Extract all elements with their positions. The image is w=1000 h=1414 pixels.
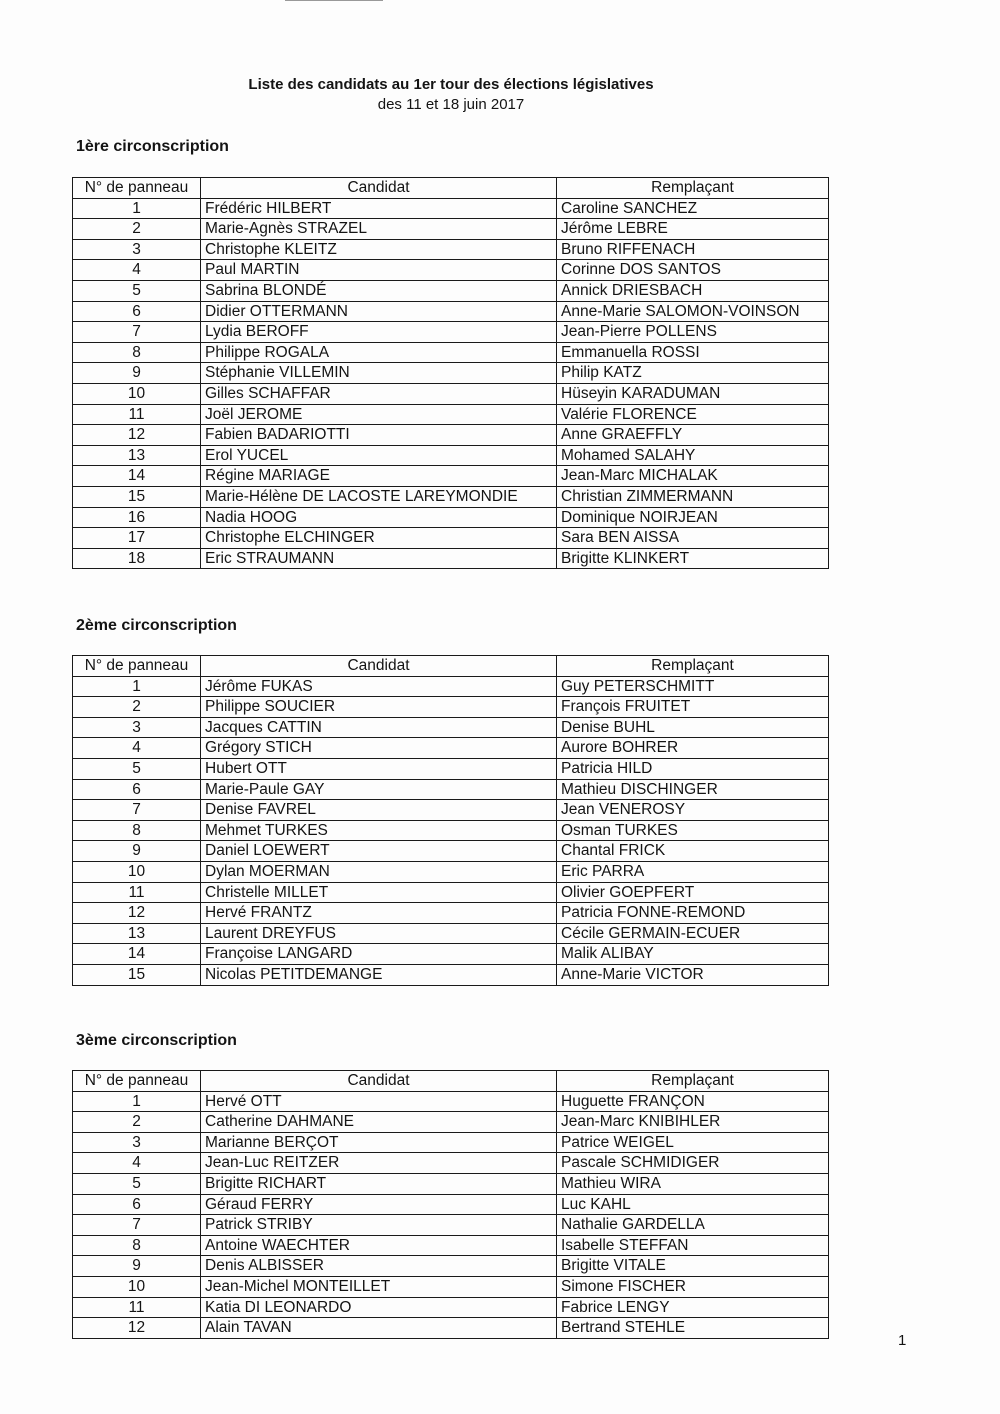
panel-number-cell: 1 (73, 198, 201, 219)
panel-number-cell: 12 (73, 425, 201, 446)
replacement-cell: Hüseyin KARADUMAN (557, 383, 829, 404)
replacement-cell: Corinne DOS SANTOS (557, 260, 829, 281)
replacement-cell: Denise BUHL (557, 717, 829, 738)
panel-number-cell: 3 (73, 1132, 201, 1153)
table-row (73, 882, 829, 903)
replacement-cell: Patricia HILD (557, 758, 829, 779)
candidate-cell: Françoise LANGARD (201, 944, 557, 965)
candidate-cell: Marie-Hélène DE LACOSTE LAREYMONDIE (201, 486, 557, 507)
panel-number-cell: 4 (73, 738, 201, 759)
panel-number-cell: 17 (73, 528, 201, 549)
panel-number-cell: 2 (73, 697, 201, 718)
candidate-cell: Géraud FERRY (201, 1194, 557, 1215)
replacement-cell: Chantal FRICK (557, 841, 829, 862)
replacement-cell: Jean-Marc KNIBIHLER (557, 1112, 829, 1133)
candidate-cell: Laurent DREYFUS (201, 923, 557, 944)
table-row (73, 1194, 829, 1215)
table-row (73, 342, 829, 363)
candidate-cell: Gilles SCHAFFAR (201, 383, 557, 404)
panel-number-cell: 9 (73, 841, 201, 862)
table-row (73, 964, 829, 985)
panel-number-cell: 2 (73, 1112, 201, 1133)
table-row (73, 1276, 829, 1297)
document-subtitle: des 11 et 18 juin 2017 (377, 96, 525, 113)
replacement-cell: Emmanuella ROSSI (557, 342, 829, 363)
panel-number-cell: 4 (73, 1153, 201, 1174)
table-row (73, 923, 829, 944)
panel-number-cell: 13 (73, 445, 201, 466)
table-row (73, 1215, 829, 1236)
candidate-cell: Christophe ELCHINGER (201, 528, 557, 549)
panel-number-cell: 10 (73, 1276, 201, 1297)
candidate-cell: Jérôme FUKAS (201, 676, 557, 697)
candidate-cell: Patrick STRIBY (201, 1215, 557, 1236)
table-row (73, 1153, 829, 1174)
table-row (73, 301, 829, 322)
panel-number-cell: 6 (73, 779, 201, 800)
table-row (73, 219, 829, 240)
candidate-cell: Didier OTTERMANN (201, 301, 557, 322)
replacement-cell: Anne GRAEFFLY (557, 425, 829, 446)
table-row (73, 1256, 829, 1277)
panel-number-cell: 5 (73, 1173, 201, 1194)
candidate-cell: Christophe KLEITZ (201, 239, 557, 260)
candidate-cell: Fabien BADARIOTTI (201, 425, 557, 446)
panel-number-cell: 6 (73, 1194, 201, 1215)
table-row (73, 548, 829, 569)
candidate-cell: Daniel LOEWERT (201, 841, 557, 862)
replacement-cell: Simone FISCHER (557, 1276, 829, 1297)
replacement-cell: Nathalie GARDELLA (557, 1215, 829, 1236)
header-replacement: Remplaçant (557, 178, 829, 199)
table-row (73, 676, 829, 697)
table-row (73, 903, 829, 924)
panel-number-cell: 16 (73, 507, 201, 528)
candidate-cell: Katia DI LEONARDO (201, 1297, 557, 1318)
panel-number-cell: 7 (73, 800, 201, 821)
candidate-cell: Dylan MOERMAN (201, 861, 557, 882)
table-row (73, 758, 829, 779)
replacement-cell: Pascale SCHMIDIGER (557, 1153, 829, 1174)
replacement-cell: Annick DRIESBACH (557, 280, 829, 301)
panel-number-cell: 18 (73, 548, 201, 569)
panel-number-cell: 5 (73, 758, 201, 779)
panel-number-cell: 14 (73, 466, 201, 487)
replacement-cell: Eric PARRA (557, 861, 829, 882)
scan-edge-line (285, 0, 383, 1)
candidate-cell: Marianne BERÇOT (201, 1132, 557, 1153)
panel-number-cell: 3 (73, 239, 201, 260)
header-panel-number: N° de panneau (73, 178, 201, 199)
table-row (73, 260, 829, 281)
replacement-cell: Bruno RIFFENACH (557, 239, 829, 260)
table-row (73, 738, 829, 759)
panel-number-cell: 2 (73, 219, 201, 240)
table-row (73, 861, 829, 882)
candidate-cell: Hervé OTT (201, 1091, 557, 1112)
candidate-cell: Frédéric HILBERT (201, 198, 557, 219)
table-row (73, 383, 829, 404)
panel-number-cell: 9 (73, 363, 201, 384)
candidate-cell: Mehmet TURKES (201, 820, 557, 841)
candidate-cell: Sabrina BLONDÉ (201, 280, 557, 301)
panel-number-cell: 12 (73, 903, 201, 924)
table-row (73, 841, 829, 862)
table-row (73, 800, 829, 821)
table-row (73, 528, 829, 549)
candidate-cell: Nadia HOOG (201, 507, 557, 528)
document-title: Liste des candidats au 1er tour des élections législatives (248, 76, 654, 93)
replacement-cell: Luc KAHL (557, 1194, 829, 1215)
panel-number-cell: 4 (73, 260, 201, 281)
header-replacement: Remplaçant (557, 656, 829, 677)
replacement-cell: Bertrand STEHLE (557, 1318, 829, 1339)
replacement-cell: Isabelle STEFFAN (557, 1235, 829, 1256)
replacement-cell: Philip KATZ (557, 363, 829, 384)
replacement-cell: Aurore BOHRER (557, 738, 829, 759)
candidate-cell: Grégory STICH (201, 738, 557, 759)
table-header-row (73, 178, 829, 199)
header-panel-number: N° de panneau (73, 656, 201, 677)
replacement-cell: Mathieu WIRA (557, 1173, 829, 1194)
panel-number-cell: 10 (73, 383, 201, 404)
replacement-cell: Jean-Pierre POLLENS (557, 322, 829, 343)
panel-number-cell: 7 (73, 322, 201, 343)
replacement-cell: Guy PETERSCHMITT (557, 676, 829, 697)
replacement-cell: Mathieu DISCHINGER (557, 779, 829, 800)
replacement-cell: Jean-Marc MICHALAK (557, 466, 829, 487)
candidate-cell: Marie-Paule GAY (201, 779, 557, 800)
table-row (73, 1173, 829, 1194)
panel-number-cell: 15 (73, 486, 201, 507)
header-candidate: Candidat (201, 656, 557, 677)
candidate-cell: Joël JEROME (201, 404, 557, 425)
table-row (73, 1297, 829, 1318)
candidate-cell: Philippe SOUCIER (201, 697, 557, 718)
section-title-1: 1ère circonscription (76, 138, 229, 155)
header-panel-number: N° de panneau (73, 1071, 201, 1092)
replacement-cell: Olivier GOEPFERT (557, 882, 829, 903)
panel-number-cell: 8 (73, 342, 201, 363)
replacement-cell: Patricia FONNE-REMOND (557, 903, 829, 924)
table-row (73, 322, 829, 343)
table-header-row (73, 1071, 829, 1092)
candidates-table-1 (72, 177, 829, 569)
candidate-cell: Paul MARTIN (201, 260, 557, 281)
replacement-cell: Cécile GERMAIN-ECUER (557, 923, 829, 944)
panel-number-cell: 8 (73, 820, 201, 841)
table-header-row (73, 656, 829, 677)
candidate-cell: Stéphanie VILLEMIN (201, 363, 557, 384)
candidate-cell: Lydia BEROFF (201, 322, 557, 343)
panel-number-cell: 15 (73, 964, 201, 985)
candidate-cell: Régine MARIAGE (201, 466, 557, 487)
replacement-cell: Dominique NOIRJEAN (557, 507, 829, 528)
replacement-cell: Caroline SANCHEZ (557, 198, 829, 219)
replacement-cell: Jean VENEROSY (557, 800, 829, 821)
section-title-3: 3ème circonscription (76, 1032, 237, 1049)
candidate-cell: Jean-Michel MONTEILLET (201, 1276, 557, 1297)
candidates-table-3 (72, 1070, 829, 1339)
candidate-cell: Alain TAVAN (201, 1318, 557, 1339)
candidate-cell: Denise FAVREL (201, 800, 557, 821)
candidate-cell: Christelle MILLET (201, 882, 557, 903)
replacement-cell: Sara BEN AISSA (557, 528, 829, 549)
candidate-cell: Catherine DAHMANE (201, 1112, 557, 1133)
replacement-cell: Anne-Marie VICTOR (557, 964, 829, 985)
replacement-cell: Brigitte VITALE (557, 1256, 829, 1277)
panel-number-cell: 7 (73, 1215, 201, 1236)
candidate-cell: Hervé FRANTZ (201, 903, 557, 924)
candidate-cell: Jean-Luc REITZER (201, 1153, 557, 1174)
table-row (73, 697, 829, 718)
candidate-cell: Hubert OTT (201, 758, 557, 779)
section-title-2: 2ème circonscription (76, 617, 237, 634)
table-row (73, 1091, 829, 1112)
table-row (73, 1318, 829, 1339)
header-replacement: Remplaçant (557, 1071, 829, 1092)
candidate-cell: Jacques CATTIN (201, 717, 557, 738)
candidates-table-2 (72, 655, 829, 986)
panel-number-cell: 5 (73, 280, 201, 301)
table-row (73, 507, 829, 528)
table-row (73, 466, 829, 487)
panel-number-cell: 6 (73, 301, 201, 322)
table-row (73, 820, 829, 841)
replacement-cell: Fabrice LENGY (557, 1297, 829, 1318)
table-row (73, 198, 829, 219)
candidate-cell: Philippe ROGALA (201, 342, 557, 363)
replacement-cell: Patrice WEIGEL (557, 1132, 829, 1153)
table-row (73, 445, 829, 466)
table-row (73, 1235, 829, 1256)
table-row (73, 425, 829, 446)
replacement-cell: Christian ZIMMERMANN (557, 486, 829, 507)
panel-number-cell: 9 (73, 1256, 201, 1277)
candidate-cell: Denis ALBISSER (201, 1256, 557, 1277)
panel-number-cell: 3 (73, 717, 201, 738)
panel-number-cell: 11 (73, 1297, 201, 1318)
replacement-cell: Jérôme LEBRE (557, 219, 829, 240)
replacement-cell: François FRUITET (557, 697, 829, 718)
replacement-cell: Huguette FRANÇON (557, 1091, 829, 1112)
panel-number-cell: 11 (73, 404, 201, 425)
header-candidate: Candidat (201, 178, 557, 199)
candidate-cell: Eric STRAUMANN (201, 548, 557, 569)
table-row (73, 1132, 829, 1153)
replacement-cell: Malik ALIBAY (557, 944, 829, 965)
replacement-cell: Mohamed SALAHY (557, 445, 829, 466)
table-row (73, 404, 829, 425)
replacement-cell: Valérie FLORENCE (557, 404, 829, 425)
table-row (73, 944, 829, 965)
candidate-cell: Erol YUCEL (201, 445, 557, 466)
panel-number-cell: 8 (73, 1235, 201, 1256)
replacement-cell: Brigitte KLINKERT (557, 548, 829, 569)
replacement-cell: Anne-Marie SALOMON-VOINSON (557, 301, 829, 322)
table-row (73, 717, 829, 738)
candidate-cell: Antoine WAECHTER (201, 1235, 557, 1256)
panel-number-cell: 14 (73, 944, 201, 965)
candidate-cell: Marie-Agnès STRAZEL (201, 219, 557, 240)
panel-number-cell: 1 (73, 1091, 201, 1112)
table-row (73, 486, 829, 507)
candidate-cell: Brigitte RICHART (201, 1173, 557, 1194)
panel-number-cell: 10 (73, 861, 201, 882)
header-candidate: Candidat (201, 1071, 557, 1092)
panel-number-cell: 13 (73, 923, 201, 944)
panel-number-cell: 12 (73, 1318, 201, 1339)
table-row (73, 280, 829, 301)
page-number: 1 (898, 1332, 907, 1349)
table-row (73, 239, 829, 260)
table-row (73, 363, 829, 384)
table-row (73, 779, 829, 800)
replacement-cell: Osman TURKES (557, 820, 829, 841)
table-row (73, 1112, 829, 1133)
panel-number-cell: 1 (73, 676, 201, 697)
candidate-cell: Nicolas PETITDEMANGE (201, 964, 557, 985)
panel-number-cell: 11 (73, 882, 201, 903)
